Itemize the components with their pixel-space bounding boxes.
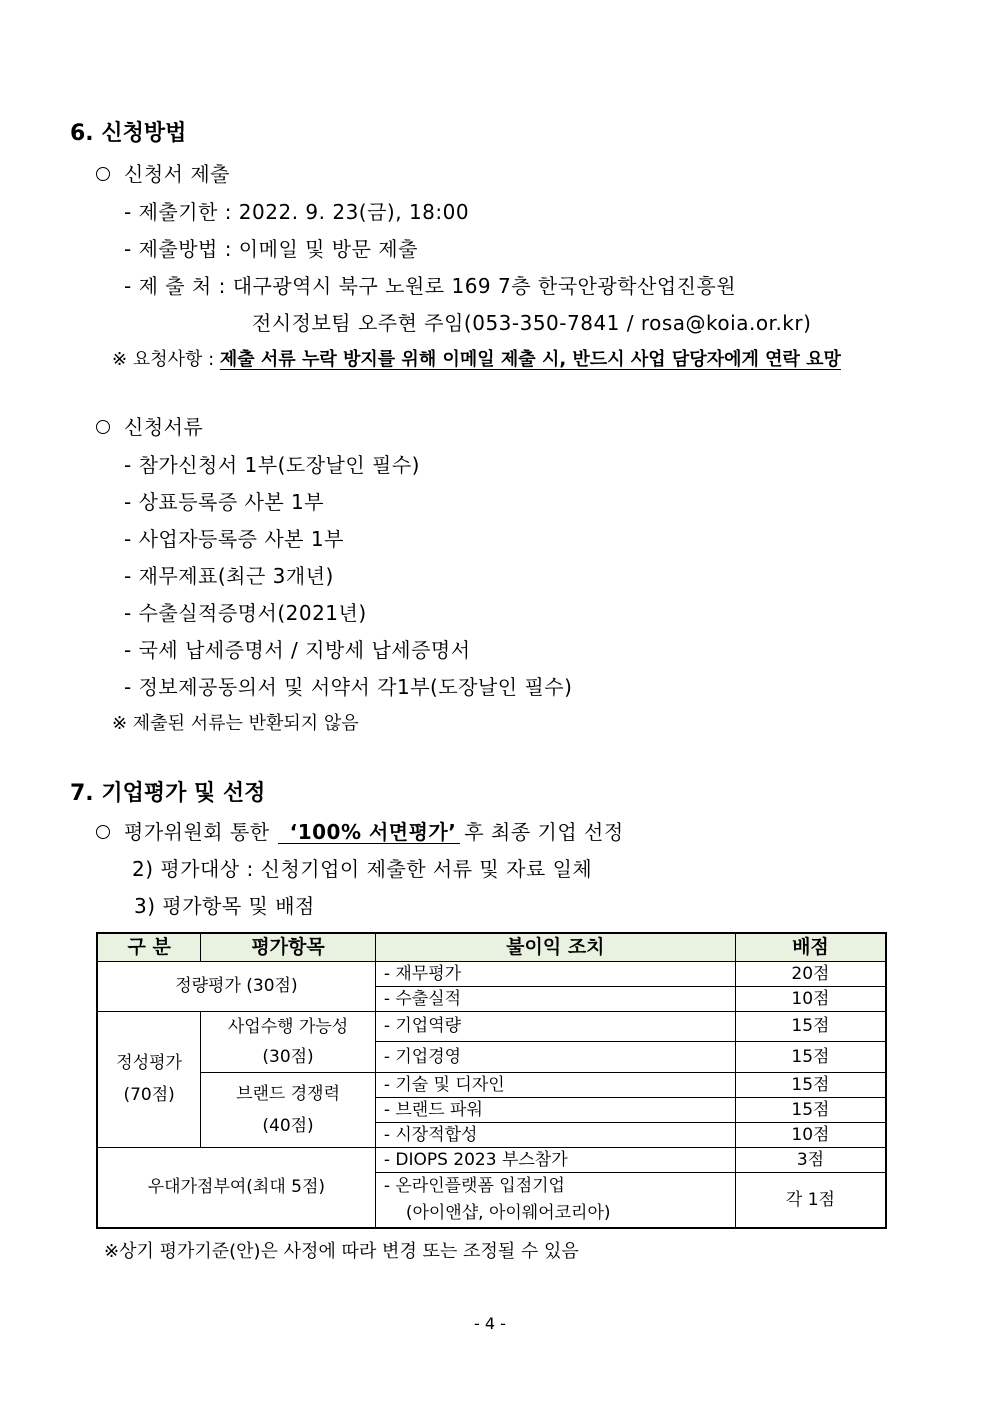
table-row [97, 1011, 886, 1042]
doc-item: - 정보제공동의서 및 서약서 각1부(도장날인 필수) [124, 675, 573, 699]
quant-label: 정량평가 (30점) [97, 961, 375, 1011]
row-score: 15점 [735, 1042, 886, 1073]
biz-label-line2: (30점) [262, 1046, 314, 1067]
eval-pre: 평가위원회 통한 [124, 820, 270, 844]
brand-label-line1: 브랜드 경쟁력 [236, 1083, 340, 1104]
row-score: 20점 [735, 961, 886, 986]
doc-item: - 상표등록증 사본 1부 [124, 490, 325, 514]
doc-item: - 국세 납세증명서 / 지방세 납세증명서 [124, 638, 471, 662]
row-score: 10점 [735, 986, 886, 1011]
section-7-title: 7. 기업평가 및 선정 [70, 781, 266, 806]
bullet-application-documents [96, 411, 203, 440]
row-score: 15점 [735, 1072, 886, 1097]
row-score: 각 1점 [735, 1172, 886, 1228]
row-item: - 재무평가 [375, 961, 735, 986]
row-item: - 시장적합성 [375, 1122, 735, 1147]
deadline-line: - 제출기한 : 2022. 9. 23(금), 18:00 [124, 200, 470, 224]
bonus-item-line2: (아이앤샵, 아이웨어코리아) [405, 1202, 611, 1223]
row-item: - 기업경영 [375, 1042, 735, 1073]
bullet-label: 신청서 제출 [124, 162, 230, 186]
header-category: 구 분 [97, 933, 201, 961]
header-measure: 불이익 조치 [375, 933, 735, 961]
doc-item: - 수출실적증명서(2021년) [124, 601, 367, 625]
row-score: 15점 [735, 1097, 886, 1122]
doc-item: - 참가신청서 1부(도장날인 필수) [124, 453, 420, 477]
row-item: - 수출실적 [375, 986, 735, 1011]
qual-label-line1: 정성평가 [116, 1053, 182, 1073]
header-item: 평가항목 [201, 933, 376, 961]
row-score: 15점 [735, 1011, 886, 1042]
request-prefix: ※ 요청사항 : [112, 349, 220, 370]
evaluation-target-line: 2) 평가대상 : 신청기업이 제출한 서류 및 자료 일체 [132, 857, 593, 881]
row-item: - 기업역량 [375, 1011, 735, 1042]
table-row [97, 961, 886, 986]
circle-bullet-icon [96, 825, 110, 839]
address-line: - 제 출 처 : 대구광역시 북구 노원로 169 7층 한국안광학산업진흥원 [124, 274, 737, 298]
row-item: - 기술 및 디자인 [375, 1072, 735, 1097]
page-number: - 4 - [474, 1314, 506, 1333]
table-row [97, 1072, 886, 1097]
eval-post: 후 최종 기업 선정 [464, 820, 624, 844]
row-score: 3점 [735, 1147, 886, 1172]
bullet-label: 신청서류 [124, 415, 204, 439]
bullet-application-submission [96, 158, 230, 187]
section-6-title: 6. 신청방법 [70, 121, 187, 146]
method-line: - 제출방법 : 이메일 및 방문 제출 [124, 237, 418, 261]
doc-item: - 사업자등록증 사본 1부 [124, 527, 344, 551]
evaluation-items-label: 3) 평가항목 및 배점 [134, 894, 315, 918]
evaluation-method-line [96, 816, 624, 845]
request-note [112, 345, 841, 371]
doc-item: - 재무제표(최근 3개년) [124, 564, 334, 588]
bonus-item-line1: - 온라인플랫폼 입점기업 [383, 1175, 565, 1196]
circle-bullet-icon [96, 420, 110, 434]
row-item: - 브랜드 파워 [375, 1097, 735, 1122]
row-score: 10점 [735, 1122, 886, 1147]
contact-line: 전시정보팀 오주현 주임(053-350-7841 / rosa@koia.or.kr) [252, 311, 812, 335]
documents-note: ※ 제출된 서류는 반환되지 않음 [112, 713, 359, 734]
table-header-row [97, 933, 886, 961]
bonus-label: 우대가점부여(최대 5점) [97, 1147, 375, 1228]
header-score: 배점 [735, 933, 886, 961]
qual-label [97, 1011, 201, 1147]
circle-bullet-icon [96, 167, 110, 181]
row-item: - DIOPS 2023 부스참가 [375, 1147, 735, 1172]
table-row [97, 1147, 886, 1172]
biz-label [201, 1011, 376, 1072]
eval-emphasis: ‘100% 서면평가’ [278, 821, 461, 844]
brand-label-line2: (40점) [262, 1115, 314, 1136]
evaluation-table [96, 932, 887, 1229]
biz-label-line1: 사업수행 가능성 [227, 1016, 349, 1037]
row-item [375, 1172, 735, 1228]
qual-label-line2: (70점) [123, 1085, 175, 1105]
brand-label [201, 1072, 376, 1147]
request-text: 제출 서류 누락 방지를 위해 이메일 제출 시, 반드시 사업 담당자에게 연락 요망 [219, 349, 841, 370]
table-footnote: ※상기 평가기준(안)은 사정에 따라 변경 또는 조정될 수 있음 [104, 1241, 579, 1262]
